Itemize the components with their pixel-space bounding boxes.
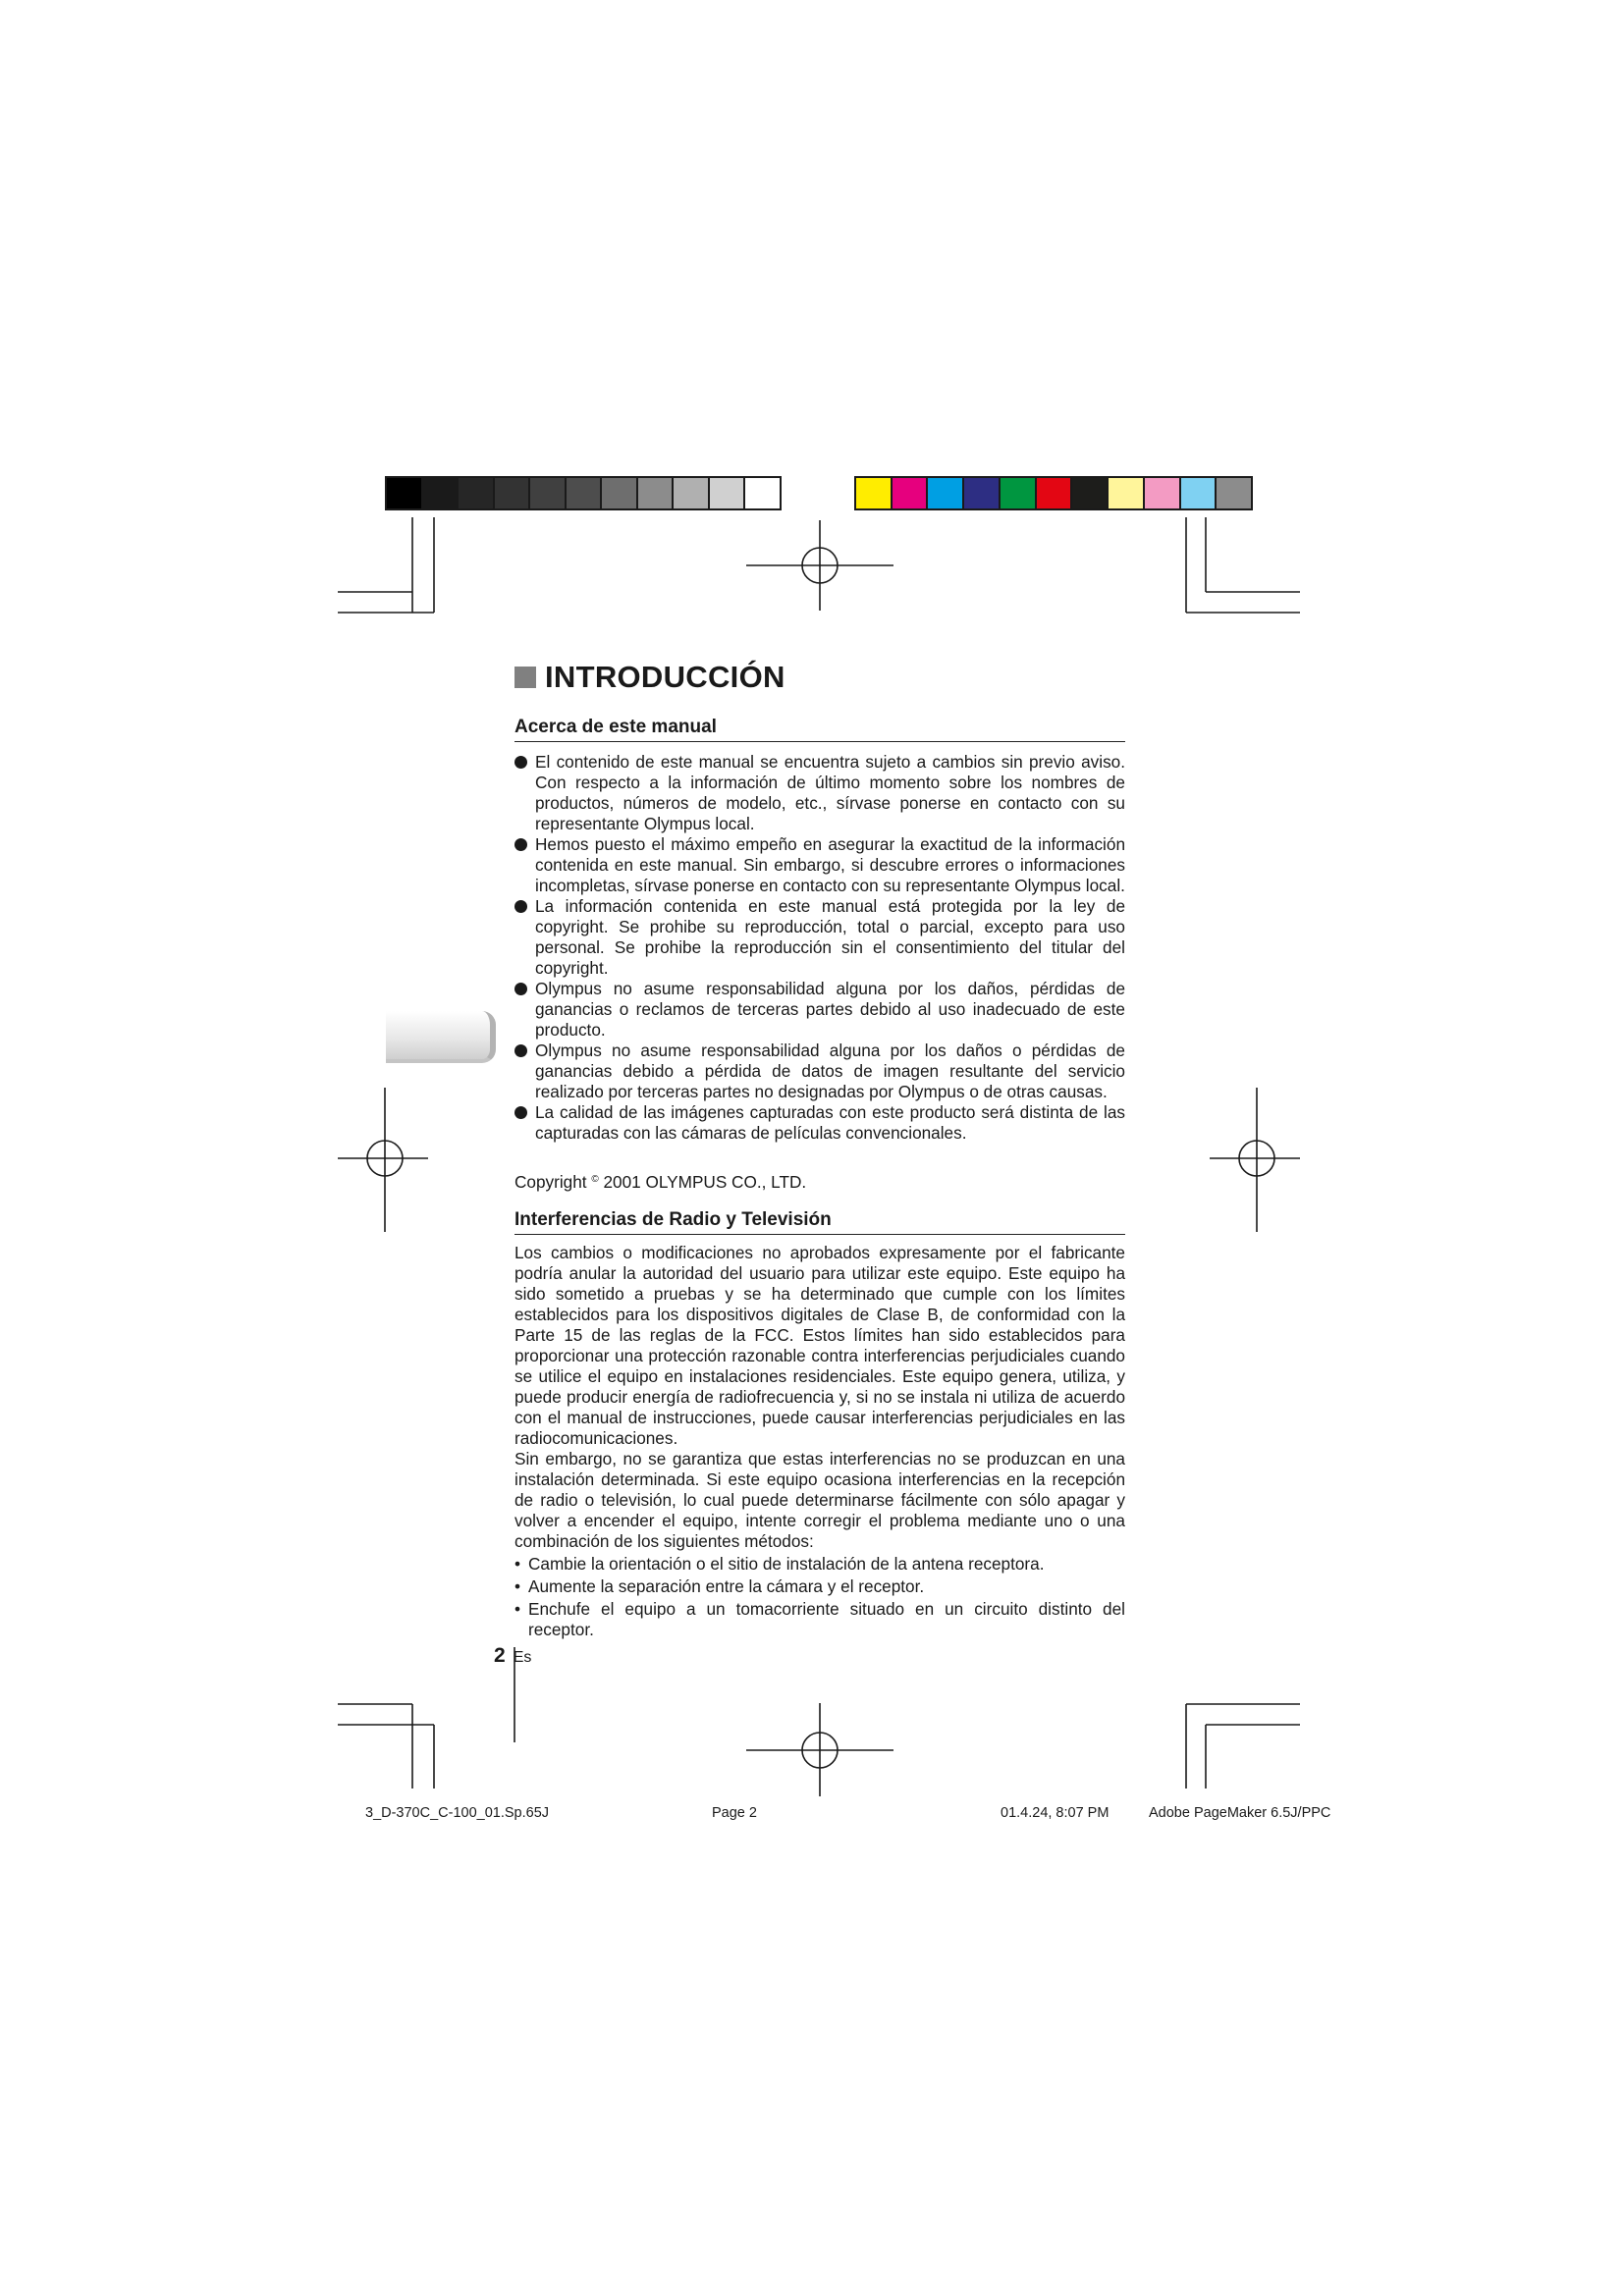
list-item-text: Cambie la orientación o el sitio de instalación de la antena receptora.: [528, 1554, 1045, 1574]
manual-notes-list: [514, 752, 1125, 1144]
bullet-icon: •: [514, 1599, 521, 1619]
registration-mark-left: [338, 1088, 428, 1232]
bullet-icon: [514, 756, 527, 769]
footer-datetime: 01.4.24, 8:07 PM: [1001, 1805, 1110, 1821]
color-swatch: [856, 478, 893, 508]
list-item-text: Aumente la separación entre la cámara y el receptor.: [528, 1576, 925, 1596]
list-item-text: Hemos puesto el máximo empeño en asegurar la exactitud de la información contenida en este manual. Sin embargo, si descubre errores o informaciones incompletas, sírvase ponerse en contacto con su representante Olympus local.: [535, 834, 1125, 895]
interference-paragraph: Sin embargo, no se garantiza que estas interferencias no se produzcan en una instalación determinada. Si este equipo ocasiona interferencias en la recepción de radio o televisión, lo cual puede determinarse fácilmente con sólo apagar y volver a encender el equipo, intente corregir el problema mediante uno o una combinación de los siguientes métodos:: [514, 1449, 1125, 1551]
bullet-icon: [514, 838, 527, 851]
copyright-word: Copyright: [514, 1172, 587, 1192]
list-item-text: El contenido de este manual se encuentra sujeto a cambios sin previo aviso. Con respecto a la información de último momento sobre los nombres de productos, números de modelo, etc., sírvase ponerse en contacto con su representante Olympus local.: [535, 752, 1125, 833]
bullet-icon: •: [514, 1576, 521, 1596]
color-swatch: [638, 478, 675, 508]
process-color-bar: [854, 476, 1253, 510]
color-swatch: [893, 478, 929, 508]
color-swatch: [1072, 478, 1109, 508]
section-heading-interference: Interferencias de Radio y Televisión: [514, 1209, 1125, 1235]
language-code: Es: [513, 1649, 532, 1666]
color-swatch: [567, 478, 603, 508]
footer-page: Page 2: [712, 1805, 757, 1821]
color-swatch: [423, 478, 460, 508]
list-item: [514, 896, 1125, 979]
registration-mark-right: [1210, 1088, 1300, 1232]
interference-body: [514, 1243, 1125, 1640]
interference-paragraph: Los cambios o modificaciones no aprobados expresamente por el fabricante podría anular la autoridad del usuario para utilizar este equipo. Este equipo ha sido sometido a pruebas y se ha determinado que cumple con los límites establecidos para los dispositivos digitales de Clase B, de conformidad con la Parte 15 de las reglas de la FCC. Estos límites han sido establecidos para proporcionar una protección razonable contra interferencias perjudiciales cuando se utilice el equipo en instalaciones residenciales. Este equipo genera, utiliza, y puede producir energía de radiofrecuencia y, si no se instala ni utiliza de acuerdo con el manual de instrucciones, puede causar interferencias perjudiciales en las radiocomunicaciones.: [514, 1243, 1125, 1448]
list-item: [514, 1041, 1125, 1102]
list-item: [514, 1576, 1125, 1597]
registration-mark-bottom: [746, 1703, 893, 1796]
color-swatch: [459, 478, 495, 508]
color-swatch: [530, 478, 567, 508]
copyright-notice: [514, 1169, 806, 1193]
list-item: [514, 1102, 1125, 1144]
bullet-icon: [514, 983, 527, 995]
color-swatch: [745, 478, 780, 508]
bullet-icon: [514, 1044, 527, 1057]
color-swatch: [964, 478, 1001, 508]
list-item: [514, 1599, 1125, 1640]
color-swatch: [710, 478, 746, 508]
list-item-text: Enchufe el equipo a un tomacorriente situado en un circuito distinto del receptor.: [528, 1599, 1125, 1639]
footer-application: Adobe PageMaker 6.5J/PPC: [1149, 1805, 1331, 1821]
color-swatch: [602, 478, 638, 508]
color-swatch: [1217, 478, 1251, 508]
registration-mark-top: [746, 520, 893, 611]
list-item: [514, 979, 1125, 1041]
bullet-icon: [514, 1106, 527, 1119]
color-swatch: [387, 478, 423, 508]
title-square-icon: [514, 667, 536, 688]
list-item: [514, 1554, 1125, 1575]
side-index-tab: [386, 1011, 496, 1063]
list-item-text: Olympus no asume responsabilidad alguna por los daños, pérdidas de ganancias o reclamos de terceras partes debido al uso inadecuado de este producto.: [535, 979, 1125, 1040]
page-number-value: 2: [494, 1644, 506, 1667]
page-title: [514, 660, 785, 695]
color-swatch: [674, 478, 710, 508]
color-swatch: [1037, 478, 1073, 508]
color-swatch: [495, 478, 531, 508]
list-item-text: La calidad de las imágenes capturadas con este producto será distinta de las capturadas con las cámaras de películas convencionales.: [535, 1102, 1125, 1143]
page-title-text: INTRODUCCIÓN: [545, 660, 785, 694]
list-item-text: La información contenida en este manual está protegida por la ley de copyright. Se prohibe su reproducción, total o parcial, excepto para uso personal. Se prohibe la reproducción sin el consentimiento del titular del copyright.: [535, 896, 1125, 978]
color-swatch: [1145, 478, 1181, 508]
copyright-holder: 2001 OLYMPUS CO., LTD.: [603, 1172, 807, 1192]
bullet-icon: [514, 900, 527, 913]
methods-list: [514, 1554, 1125, 1640]
color-swatch: [928, 478, 964, 508]
page-number: [494, 1645, 531, 1669]
section-heading-manual: Acerca de este manual: [514, 717, 1125, 742]
copyright-symbol: ©: [591, 1174, 599, 1185]
list-item: [514, 834, 1125, 896]
color-swatch: [1001, 478, 1037, 508]
bullet-icon: •: [514, 1554, 521, 1574]
color-swatch: [1109, 478, 1145, 508]
list-item: [514, 752, 1125, 834]
color-swatch: [1181, 478, 1218, 508]
footer-file-name: 3_D-370C_C-100_01.Sp.65J: [365, 1805, 550, 1821]
grayscale-color-bar: [385, 476, 782, 510]
print-slug-line: [365, 1805, 1347, 1825]
list-item-text: Olympus no asume responsabilidad alguna por los daños o pérdidas de ganancias debido a pérdida de datos de imagen resultante del servicio realizado por terceras partes no designadas por Olympus o de otras causas.: [535, 1041, 1125, 1101]
